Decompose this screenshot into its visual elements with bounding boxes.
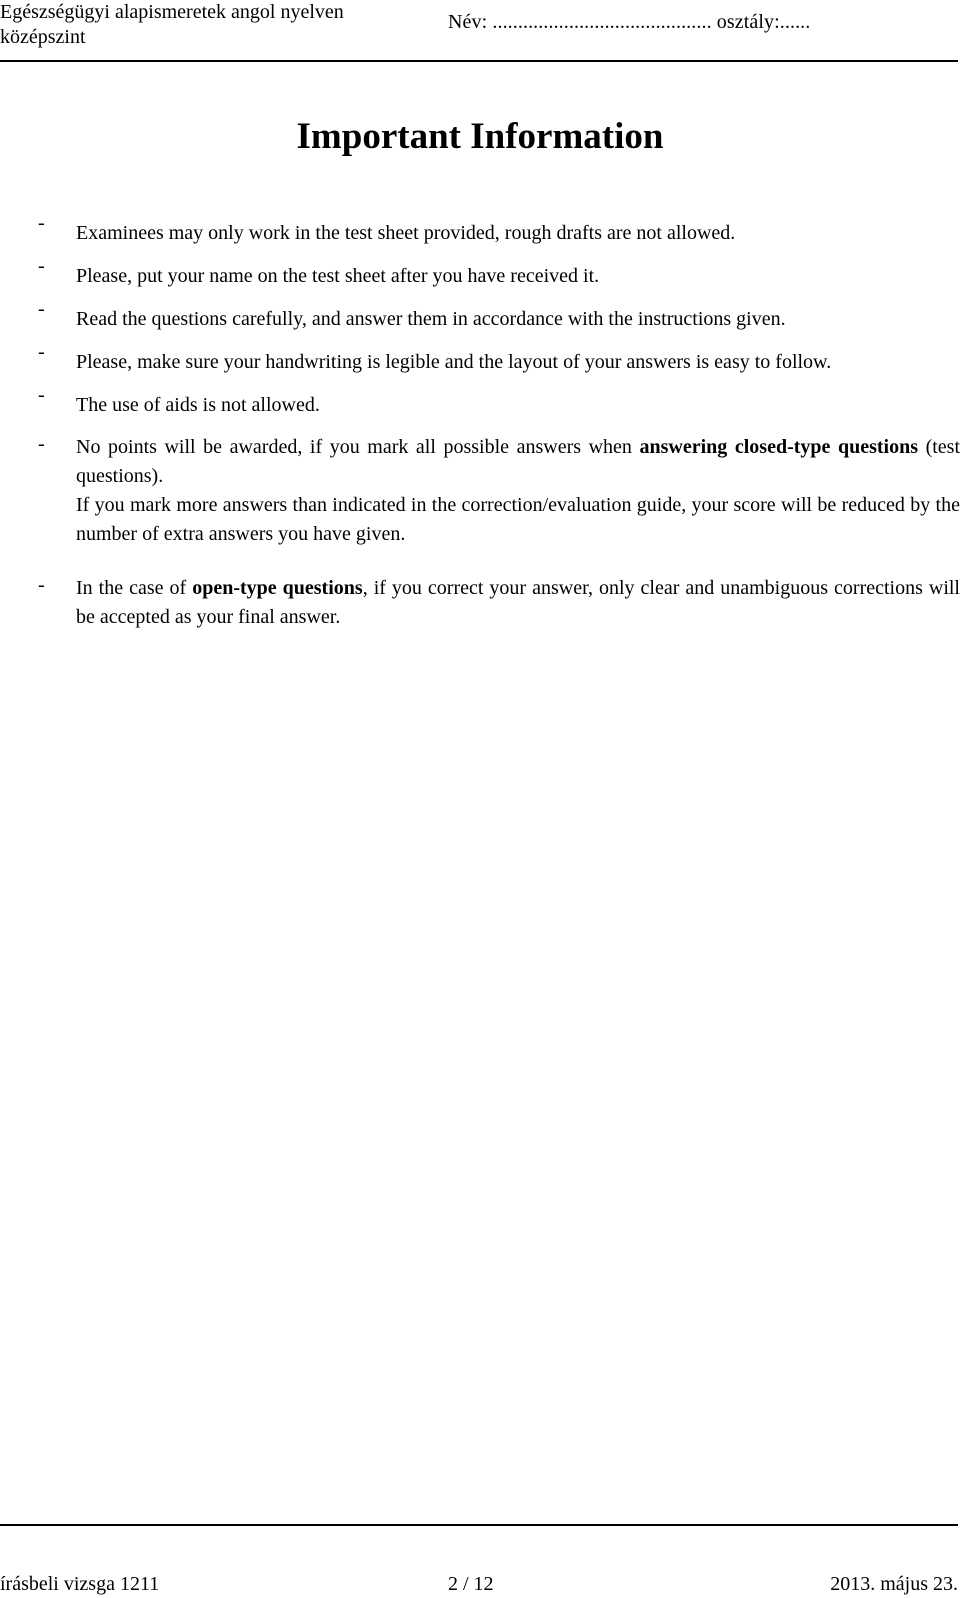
list-item xyxy=(38,298,960,341)
list-item xyxy=(38,574,960,632)
emphasis-open-type: open-type questions xyxy=(192,577,363,599)
list-item-text: The use of aids is not allowed. xyxy=(76,394,320,416)
list-item xyxy=(38,255,960,298)
list-item xyxy=(38,384,960,427)
exam-code: írásbeli vizsga 1211 xyxy=(0,1573,160,1595)
text-run: , if you correct your answer, only clear and unambiguous corrections will be accepted as your final answer. xyxy=(76,577,960,628)
list-bullet: - xyxy=(38,341,45,363)
list-item-text xyxy=(76,574,960,632)
list-bullet: - xyxy=(38,574,45,596)
list-bullet: - xyxy=(38,433,45,455)
list-item-text xyxy=(76,433,960,549)
emphasis-closed-type: answering closed-type questions xyxy=(639,436,918,458)
page-number: 2 / 12 xyxy=(448,1573,494,1595)
extra-answers-rule: If you mark more answers than indicated in the correction/evaluation guide, your score will be reduced by the number of extra answers you have given. xyxy=(76,494,960,545)
list-bullet: - xyxy=(38,384,45,406)
list-bullet: - xyxy=(38,298,45,320)
list-item-text: Please, make sure your handwriting is legible and the layout of your answers is easy to follow. xyxy=(76,351,832,373)
list-item-text: Examinees may only work in the test sheet provided, rough drafts are not allowed. xyxy=(76,222,736,244)
name-class-field: Név: ........................................... osztály:...... xyxy=(448,11,811,33)
list-item-text: Read the questions carefully, and answer them in accordance with the instructions given. xyxy=(76,308,786,330)
list-bullet: - xyxy=(38,255,45,277)
text-run: (test questions). xyxy=(76,436,960,487)
list-item-text: Please, put your name on the test sheet after you have received it. xyxy=(76,265,600,287)
closed-type-rule xyxy=(76,433,960,491)
text-run: No points will be awarded, if you mark all possible answers when xyxy=(76,436,640,458)
page-header xyxy=(0,0,958,62)
list-bullet: - xyxy=(38,212,45,234)
information-list xyxy=(38,212,960,632)
page-title: Important Information xyxy=(296,116,664,157)
list-item xyxy=(38,433,960,549)
page-footer xyxy=(0,1524,958,1598)
list-item xyxy=(38,341,960,384)
list-item xyxy=(38,212,960,255)
text-run: In the case of xyxy=(76,577,193,599)
exam-subject-line1: Egészségügyi alapismeretek angol nyelven xyxy=(0,1,344,23)
exam-date: 2013. május 23. xyxy=(830,1573,958,1595)
exam-subject xyxy=(0,0,344,50)
exam-level: középszint xyxy=(0,26,86,48)
